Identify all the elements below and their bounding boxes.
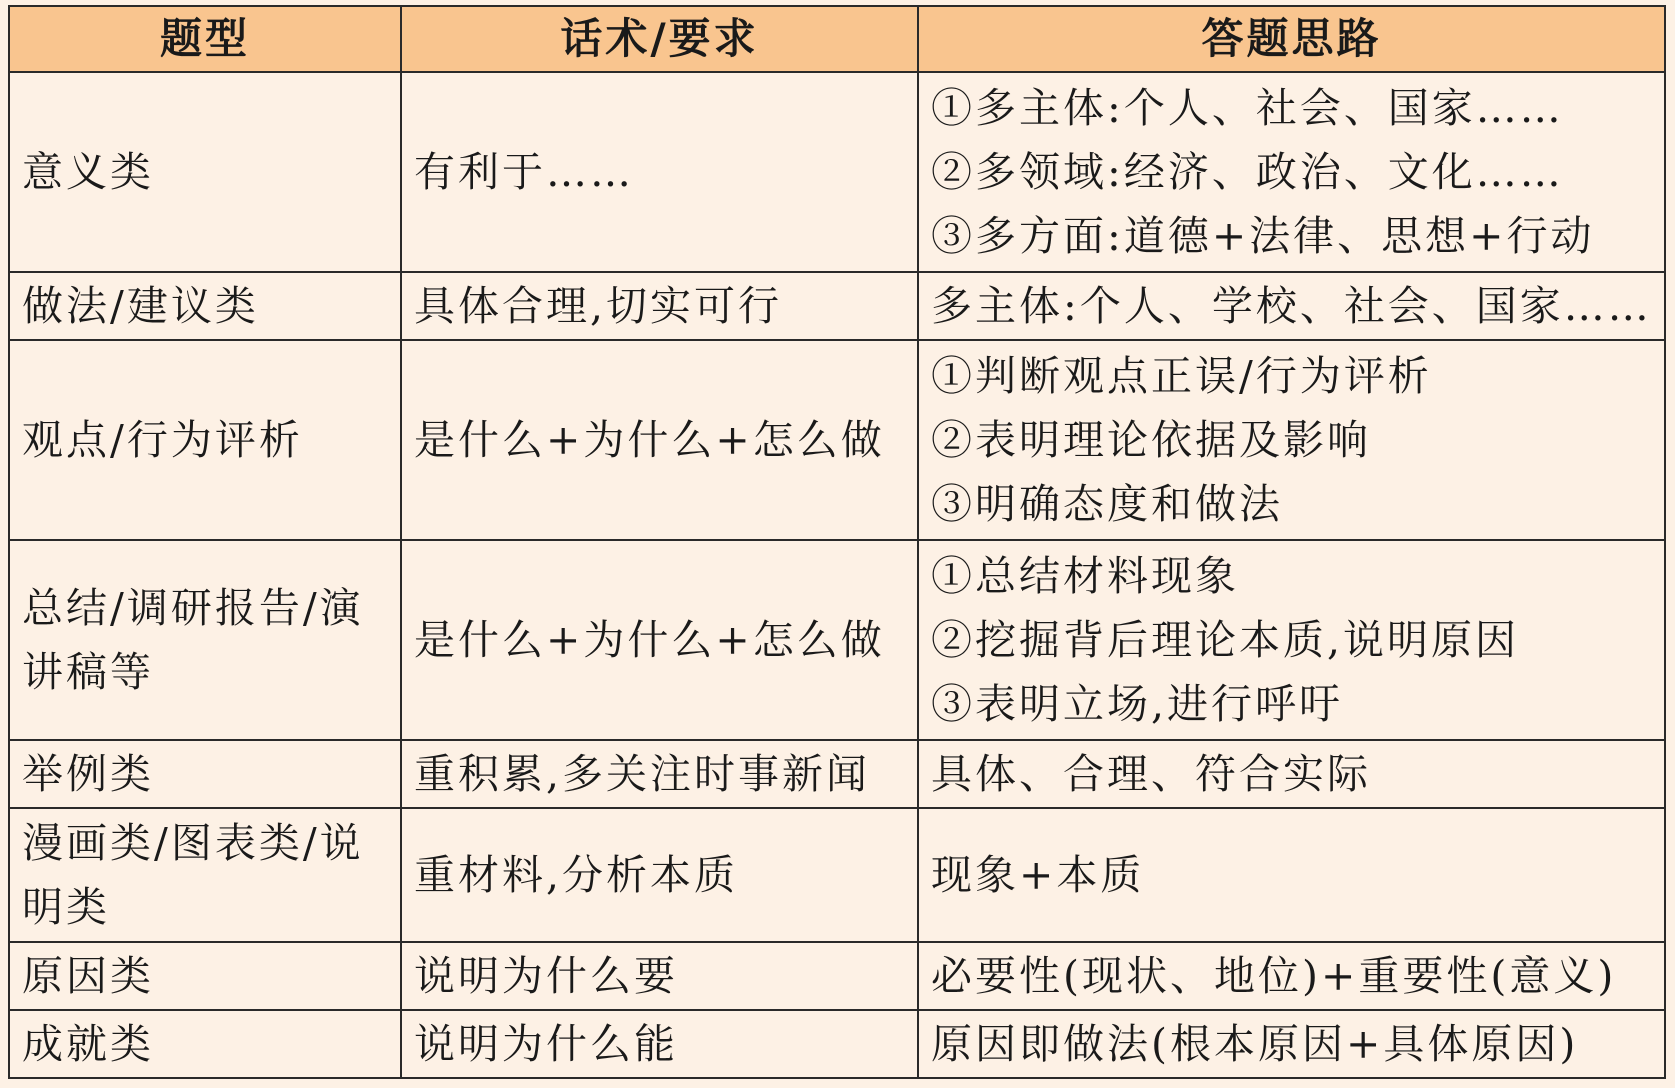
cell-requirement: 是什么+为什么+怎么做 [401,540,918,740]
approach-line: ③明确态度和做法 [931,479,1283,528]
header-question-type: 题型 [9,6,401,72]
cell-type: 成就类 [9,1010,401,1078]
approach-line: ②表明理论依据及影响 [931,415,1371,464]
answer-strategy-table [8,5,1666,1079]
approach-line: ①判断观点正误/行为评析 [931,351,1432,400]
table-row [9,808,1665,942]
header-requirement: 话术/要求 [401,6,918,72]
cell-approach [918,72,1665,272]
approach-line: 原因即做法(根本原因+具体原因) [931,1019,1579,1068]
cell-approach [918,540,1665,740]
cell-approach [918,808,1665,942]
cell-approach [918,272,1665,340]
approach-line: 具体、合理、符合实际 [931,749,1371,798]
table-row [9,942,1665,1010]
approach-line: ②多领域:经济、政治、文化…… [931,147,1564,196]
table-row [9,1010,1665,1078]
approach-line: 必要性(现状、地位)+重要性(意义) [931,951,1617,1000]
approach-line: 现象+本质 [931,850,1145,899]
cell-requirement: 是什么+为什么+怎么做 [401,340,918,540]
table-row [9,540,1665,740]
header-row [9,6,1665,72]
cell-approach [918,340,1665,540]
table-row [9,272,1665,340]
table-row [9,340,1665,540]
cell-requirement: 有利于…… [401,72,918,272]
approach-line: ③表明立场,进行呼吁 [931,679,1344,728]
table-row [9,740,1665,808]
cell-requirement: 重材料,分析本质 [401,808,918,942]
header-approach: 答题思路 [918,6,1665,72]
cell-approach [918,1010,1665,1078]
cell-requirement: 说明为什么能 [401,1010,918,1078]
cell-requirement: 说明为什么要 [401,942,918,1010]
approach-line: ③多方面:道德+法律、思想+行动 [931,211,1595,260]
approach-line: ②挖掘背后理论本质,说明原因 [931,615,1520,664]
cell-type: 漫画类/图表类/说明类 [9,808,401,942]
cell-type: 做法/建议类 [9,272,401,340]
cell-requirement: 重积累,多关注时事新闻 [401,740,918,808]
approach-line: ①多主体:个人、社会、国家…… [931,83,1564,132]
approach-line: 多主体:个人、学校、社会、国家…… [931,281,1652,330]
cell-approach [918,942,1665,1010]
cell-approach [918,740,1665,808]
cell-type: 观点/行为评析 [9,340,401,540]
cell-type: 原因类 [9,942,401,1010]
approach-line: ①总结材料现象 [931,551,1239,600]
cell-requirement: 具体合理,切实可行 [401,272,918,340]
cell-type: 举例类 [9,740,401,808]
cell-type: 意义类 [9,72,401,272]
table-row [9,72,1665,272]
cell-type: 总结/调研报告/演讲稿等 [9,540,401,740]
